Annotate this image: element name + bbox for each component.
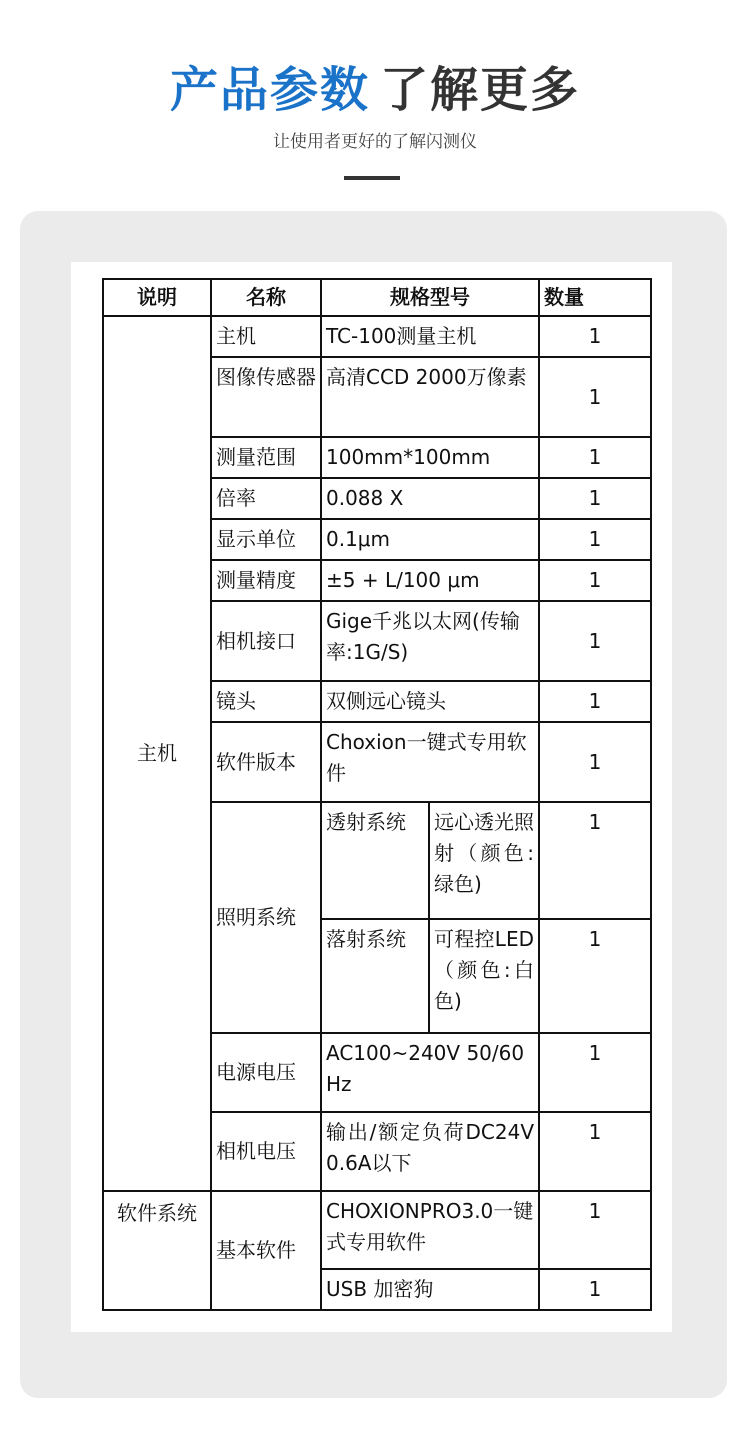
- table-row: [103, 316, 651, 357]
- header-cell-name: 名称: [211, 279, 321, 316]
- row-name: 相机接口: [211, 601, 321, 681]
- row-spec: 高清CCD 2000万像素: [321, 357, 539, 437]
- row-spec: 0.1μm: [321, 519, 539, 560]
- row-spec: AC100~240V 50/60Hz: [321, 1033, 539, 1112]
- row-spec: Gige千兆以太网(传输率:1G/S): [321, 601, 539, 681]
- header-cell-desc: 说明: [103, 279, 211, 316]
- row-spec: 双侧远心镜头: [321, 681, 539, 722]
- row-qty: 1: [539, 919, 651, 1033]
- row-name: 软件版本: [211, 722, 321, 802]
- table-header-row: [103, 279, 651, 316]
- row-name: 倍率: [211, 478, 321, 519]
- row-name: 主机: [211, 316, 321, 357]
- row-name: 测量范围: [211, 437, 321, 478]
- row-subname: 透射系统: [321, 802, 429, 919]
- row-spec: CHOXIONPRO3.0一键式专用软件: [321, 1191, 539, 1269]
- category-software: 软件系统: [103, 1191, 211, 1310]
- row-name: 照明系统: [211, 802, 321, 1033]
- row-qty: 1: [539, 601, 651, 681]
- row-name: 相机电压: [211, 1112, 321, 1191]
- row-spec: TC-100测量主机: [321, 316, 539, 357]
- category-host: 主机: [103, 316, 211, 1191]
- row-name: 测量精度: [211, 560, 321, 601]
- row-qty: 1: [539, 802, 651, 919]
- row-qty: 1: [539, 478, 651, 519]
- header-cell-qty: 数量: [539, 279, 651, 316]
- title-secondary: 了解更多: [380, 62, 581, 118]
- row-spec: ±5 + L/100 μm: [321, 560, 539, 601]
- row-name: 图像传感器: [211, 357, 321, 437]
- row-qty: 1: [539, 1033, 651, 1112]
- title-divider: [344, 176, 400, 180]
- row-spec: USB 加密狗: [321, 1269, 539, 1310]
- page-subtitle: 让使用者更好的了解闪测仪: [273, 132, 477, 152]
- row-qty: 1: [539, 722, 651, 802]
- row-qty: 1: [539, 519, 651, 560]
- row-qty: 1: [539, 1269, 651, 1310]
- row-spec: 可程控LED（颜色:白色): [429, 919, 539, 1033]
- row-name: 镜头: [211, 681, 321, 722]
- row-name: 电源电压: [211, 1033, 321, 1112]
- row-subname: 落射系统: [321, 919, 429, 1033]
- row-qty: 1: [539, 681, 651, 722]
- row-qty: 1: [539, 1191, 651, 1269]
- row-name: 基本软件: [211, 1191, 321, 1310]
- row-spec: 100mm*100mm: [321, 437, 539, 478]
- row-spec: 远心透光照射（颜色:绿色): [429, 802, 539, 919]
- row-qty: 1: [539, 437, 651, 478]
- title-highlight: 产品参数: [169, 62, 370, 118]
- table-row: [103, 1191, 651, 1269]
- row-qty: 1: [539, 357, 651, 437]
- header-cell-spec: 规格型号: [321, 279, 539, 316]
- page-title: [0, 58, 750, 122]
- row-name: 显示单位: [211, 519, 321, 560]
- row-qty: 1: [539, 560, 651, 601]
- row-qty: 1: [539, 1112, 651, 1191]
- row-spec: 输出/额定负荷DC24V0.6A以下: [321, 1112, 539, 1191]
- row-spec: 0.088 X: [321, 478, 539, 519]
- spec-table: [102, 278, 652, 1311]
- row-spec: Choxion一键式专用软件: [321, 722, 539, 802]
- row-qty: 1: [539, 316, 651, 357]
